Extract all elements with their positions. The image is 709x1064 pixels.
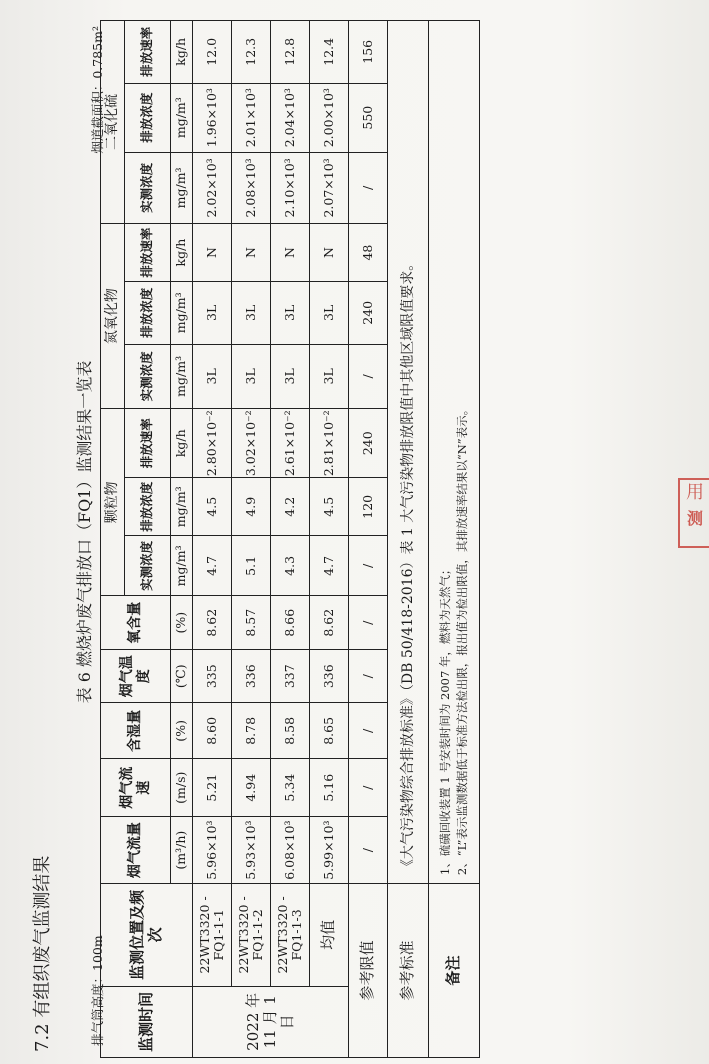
header-oxygen: 氧含量 xyxy=(101,596,171,650)
remarks-label: 备注 xyxy=(429,884,480,1058)
limit-oxygen: / xyxy=(349,596,388,650)
cell-pm-rate: 3.02×10⁻² xyxy=(232,409,271,478)
cell-pm-emission: 4.9 xyxy=(232,478,271,536)
limit-velocity: / xyxy=(349,759,388,817)
stamp-char-1: 用 xyxy=(686,482,704,503)
table-row-standard xyxy=(388,21,429,1058)
remark-line-1: 1、硫磺回收装置 1 号安装时间为 2007 年，燃料为天然气； xyxy=(438,563,453,876)
cell-so2-measured: 2.02×10³ xyxy=(193,152,232,223)
cell-pm-emission: 4.5 xyxy=(310,478,349,536)
header-time: 监测时间 xyxy=(101,986,193,1057)
cell-velocity: 5.21 xyxy=(193,759,232,817)
limit-nox-measured: / xyxy=(349,344,388,409)
table-row-limits xyxy=(349,21,388,1058)
cell-flow: 6.08×10³ xyxy=(271,817,310,884)
cell-nox-emission: 3L xyxy=(310,282,349,344)
monitoring-results-table xyxy=(100,20,480,1058)
cell-pm-emission: 4.5 xyxy=(193,478,232,536)
limit-so2-emission: 550 xyxy=(349,83,388,152)
cell-nox-measured: 3L xyxy=(193,344,232,409)
limit-so2-measured: / xyxy=(349,152,388,223)
unit-pm-emission: mg/m³ xyxy=(171,478,193,536)
cell-flow: 5.93×10³ xyxy=(232,817,271,884)
header-nox-emission: 排放浓度 xyxy=(125,282,171,344)
cell-moisture: 8.78 xyxy=(232,703,271,759)
cell-nox-emission: 3L xyxy=(271,282,310,344)
limit-pm-rate: 240 xyxy=(349,409,388,478)
limit-pm-measured: / xyxy=(349,536,388,596)
table-title: 表 6 燃烧炉废气排放口（FQ1）监测结果一览表 xyxy=(75,360,94,704)
cell-so2-measured: 2.07×10³ xyxy=(310,152,349,223)
cell-flow: 5.99×10³ xyxy=(310,817,349,884)
cell-so2-emission: 1.96×10³ xyxy=(193,83,232,152)
cell-flow: 5.96×10³ xyxy=(193,817,232,884)
cell-so2-rate: 12.0 xyxy=(193,21,232,84)
cell-position: 均值 xyxy=(310,884,349,987)
unit-so2-rate: kg/h xyxy=(171,21,193,84)
unit-nox-rate: kg/h xyxy=(171,224,193,282)
table-row-average xyxy=(310,21,349,1058)
table-row xyxy=(271,21,310,1058)
table-row xyxy=(193,21,232,1058)
unit-pm-rate: kg/h xyxy=(171,409,193,478)
cell-so2-measured: 2.10×10³ xyxy=(271,152,310,223)
header-velocity: 烟气流速 xyxy=(101,759,171,817)
limits-label: 参考限值 xyxy=(349,884,388,1058)
cell-nox-measured: 3L xyxy=(310,344,349,409)
unit-nox-emission: mg/m³ xyxy=(171,282,193,344)
unit-oxygen: (%) xyxy=(171,596,193,650)
unit-temperature: (℃) xyxy=(171,649,193,703)
cell-pm-measured: 4.7 xyxy=(193,536,232,596)
cell-so2-measured: 2.08×10³ xyxy=(232,152,271,223)
cell-nox-rate: N xyxy=(232,224,271,282)
header-group-nox: 氮氧化物 xyxy=(101,224,125,409)
header-pm-emission: 排放浓度 xyxy=(125,478,171,536)
cell-so2-rate: 12.4 xyxy=(310,21,349,84)
header-nox-rate: 排放速率 xyxy=(125,224,171,282)
cell-so2-emission: 2.04×10³ xyxy=(271,83,310,152)
cell-so2-emission: 2.00×10³ xyxy=(310,83,349,152)
header-flow: 烟气流量 xyxy=(101,817,171,884)
stamp-char-2: 测 xyxy=(686,509,703,528)
chimney-height: 排气筒高度：100m xyxy=(90,935,105,1046)
cell-nox-emission: 3L xyxy=(193,282,232,344)
cell-velocity: 5.34 xyxy=(271,759,310,817)
cell-position: 22WT3320 -FQ1-1-2 xyxy=(232,884,271,987)
unit-nox-measured: mg/m³ xyxy=(171,344,193,409)
table-row xyxy=(232,21,271,1058)
cell-oxygen: 8.62 xyxy=(193,596,232,650)
section-title: 7.2 有组织废气监测结果 xyxy=(32,855,53,1052)
standard-text: 《大气污染物综合排放标准》（DB 50/418-2016）表 1 大气污染物排放限值中其他区域限值要求。 xyxy=(388,21,429,884)
cell-moisture: 8.65 xyxy=(310,703,349,759)
remarks-text xyxy=(429,21,480,884)
cell-position: 22WT3320 -FQ1-1-3 xyxy=(271,884,310,987)
chimney-area: 烟道截面积：0.785m² xyxy=(90,26,105,154)
cell-pm-emission: 4.2 xyxy=(271,478,310,536)
cell-moisture: 8.58 xyxy=(271,703,310,759)
cell-so2-rate: 12.8 xyxy=(271,21,310,84)
table-row-remarks xyxy=(429,21,480,1058)
limit-flow: / xyxy=(349,817,388,884)
remark-line-2: 2、“L”表示监测数据低于标准方法检出限，报出值为检出限值，其排放速率结果以“N”表示。 xyxy=(455,403,469,876)
cell-nox-measured: 3L xyxy=(232,344,271,409)
cell-nox-rate: N xyxy=(310,224,349,282)
cell-pm-measured: 4.3 xyxy=(271,536,310,596)
cell-pm-rate: 2.80×10⁻² xyxy=(193,409,232,478)
cell-pm-measured: 4.7 xyxy=(310,536,349,596)
cell-position: 22WT3320 -FQ1-1-1 xyxy=(193,884,232,987)
cell-pm-rate: 2.61×10⁻² xyxy=(271,409,310,478)
cell-velocity: 4.94 xyxy=(232,759,271,817)
cell-pm-rate: 2.81×10⁻² xyxy=(310,409,349,478)
standard-label: 参考标准 xyxy=(388,884,429,1058)
cell-nox-measured: 3L xyxy=(271,344,310,409)
cell-oxygen: 8.66 xyxy=(271,596,310,650)
cell-nox-rate: N xyxy=(193,224,232,282)
unit-so2-measured: mg/m³ xyxy=(171,152,193,223)
cell-moisture: 8.60 xyxy=(193,703,232,759)
cell-oxygen: 8.57 xyxy=(232,596,271,650)
unit-pm-measured: mg/m³ xyxy=(171,536,193,596)
unit-moisture: (%) xyxy=(171,703,193,759)
unit-velocity: (m/s) xyxy=(171,759,193,817)
limit-moisture: / xyxy=(349,703,388,759)
header-pm-measured: 实测浓度 xyxy=(125,536,171,596)
header-moisture: 含湿量 xyxy=(101,703,171,759)
limit-nox-rate: 48 xyxy=(349,224,388,282)
unit-so2-emission: mg/m³ xyxy=(171,83,193,152)
header-so2-rate: 排放速率 xyxy=(125,21,171,84)
header-temperature: 烟气温度 xyxy=(101,649,171,703)
header-so2-emission: 排放浓度 xyxy=(125,83,171,152)
limit-temperature: / xyxy=(349,649,388,703)
header-so2-measured: 实测浓度 xyxy=(125,152,171,223)
limit-nox-emission: 240 xyxy=(349,282,388,344)
red-seal-stamp xyxy=(678,478,709,548)
cell-so2-rate: 12.3 xyxy=(232,21,271,84)
header-group-so2: 二氧化硫 xyxy=(101,21,125,224)
cell-pm-measured: 5.1 xyxy=(232,536,271,596)
limit-so2-rate: 156 xyxy=(349,21,388,84)
header-position: 监测位置及频次 xyxy=(101,884,193,987)
header-group-pm: 颗粒物 xyxy=(101,409,125,596)
cell-temperature: 335 xyxy=(193,649,232,703)
cell-temperature: 337 xyxy=(271,649,310,703)
cell-temperature: 336 xyxy=(310,649,349,703)
cell-nox-rate: N xyxy=(271,224,310,282)
cell-temperature: 336 xyxy=(232,649,271,703)
cell-so2-emission: 2.01×10³ xyxy=(232,83,271,152)
header-nox-measured: 实测浓度 xyxy=(125,344,171,409)
header-pm-rate: 排放速率 xyxy=(125,409,171,478)
cell-nox-emission: 3L xyxy=(232,282,271,344)
unit-flow: (m³/h) xyxy=(171,817,193,884)
cell-velocity: 5.16 xyxy=(310,759,349,817)
cell-oxygen: 8.62 xyxy=(310,596,349,650)
date-cell: 2022 年 11 月 1 日 xyxy=(193,986,349,1057)
limit-pm-emission: 120 xyxy=(349,478,388,536)
